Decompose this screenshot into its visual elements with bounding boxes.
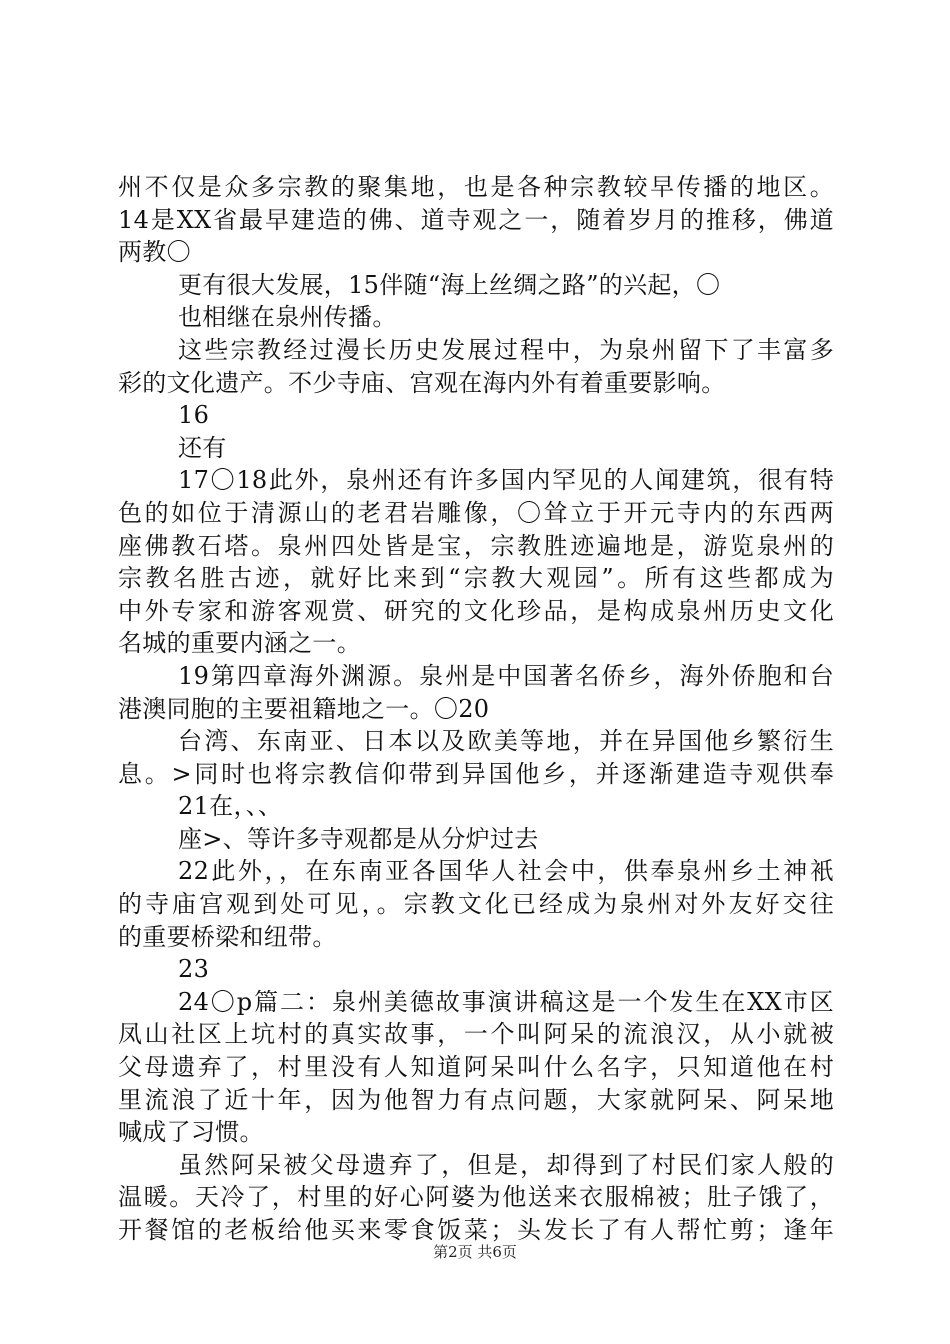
text-line: 里流浪了近十年，因为他智力有点问题，大家就阿呆、阿呆地: [118, 1085, 834, 1114]
text-line: 17〇18此外，泉州还有许多国内罕见的人闻建筑，很有特: [178, 466, 834, 495]
text-line: 开餐馆的老板给他买来零食饭菜；头发长了有人帮忙剪；逢年: [118, 1216, 834, 1244]
text-line: 台湾、东南亚、日本以及欧美等地，并在异国他乡繁衍生: [178, 727, 834, 756]
text-line: 州不仅是众多宗教的聚集地，也是各种宗教较早传播的地区。: [118, 173, 834, 201]
text-line: 23: [178, 955, 210, 984]
text-line: 更有很大发展，15伴随“海上丝绸之路”的兴起，〇: [178, 270, 721, 299]
text-line: 港澳同胞的主要祖籍地之一。〇20: [118, 694, 490, 723]
text-line: 22此外，，在东南亚各国华人社会中，供奉泉州乡土神衹: [178, 857, 834, 886]
page-footer: 第2页 共6页: [433, 1243, 517, 1261]
text-line: 凤山社区上坑村的真实故事，一个叫阿呆的流浪汉，从小就被: [118, 1020, 834, 1049]
text-line: 息。>同时也将宗教信仰带到异国他乡，并逐渐建造寺观供奉: [118, 759, 834, 788]
text-line: 宗教名胜古迹，就好比来到“宗教大观园”。所有这些都成为: [118, 564, 834, 593]
text-line: 21在，、、: [178, 792, 283, 821]
text-line: 16: [178, 401, 210, 430]
text-line: 14是XX省最早建造的佛、道寺观之一，随着岁月的推移，佛道: [118, 205, 834, 234]
text-line: 的重要桥梁和纽带。: [118, 922, 337, 951]
text-line: 中外专家和游客观赏、研究的文化珍品，是构成泉州历史文化: [118, 596, 834, 625]
text-line: 也相继在泉州传播。: [178, 303, 397, 332]
text-line: 温暖。天冷了，村里的好心阿婆为他送来衣服棉被；肚子饿了，: [118, 1183, 834, 1212]
text-line: 彩的文化遗产。不少寺庙、宫观在海内外有着重要影响。: [118, 368, 726, 397]
text-line: 父母遗弃了，村里没有人知道阿呆叫什么名字，只知道他在村: [118, 1053, 834, 1082]
text-line: 的寺庙宫观到处可见，。宗教文化已经成为泉州对外友好交往: [118, 890, 834, 919]
text-line: 名城的重要内涵之一。: [118, 629, 361, 658]
body-text: [118, 171, 834, 1247]
text-line: 24〇p篇二：泉州美德故事演讲稿这是一个发生在XX市区: [178, 987, 834, 1016]
text-line: 座佛教石塔。泉州四处皆是宝，宗教胜迹遍地是，游览泉州的: [118, 531, 834, 560]
text-line: 虽然阿呆被父母遗弃了，但是，却得到了村民们家人般的: [178, 1150, 834, 1179]
text-line: 喊成了习惯。: [118, 1118, 264, 1147]
text-line: 还有: [178, 433, 227, 462]
text-line: 两教〇: [118, 238, 191, 267]
text-line: 色的如位于清源山的老君岩雕像，〇耸立于开元寺内的东西两: [118, 498, 834, 527]
text-line: 座>、等许多寺观都是从分炉过去: [178, 824, 539, 853]
text-line: 19第四章海外渊源。泉州是中国著名侨乡，海外侨胞和台: [178, 661, 834, 690]
text-line: 这些宗教经过漫长历史发展过程中，为泉州留下了丰富多: [178, 335, 834, 364]
